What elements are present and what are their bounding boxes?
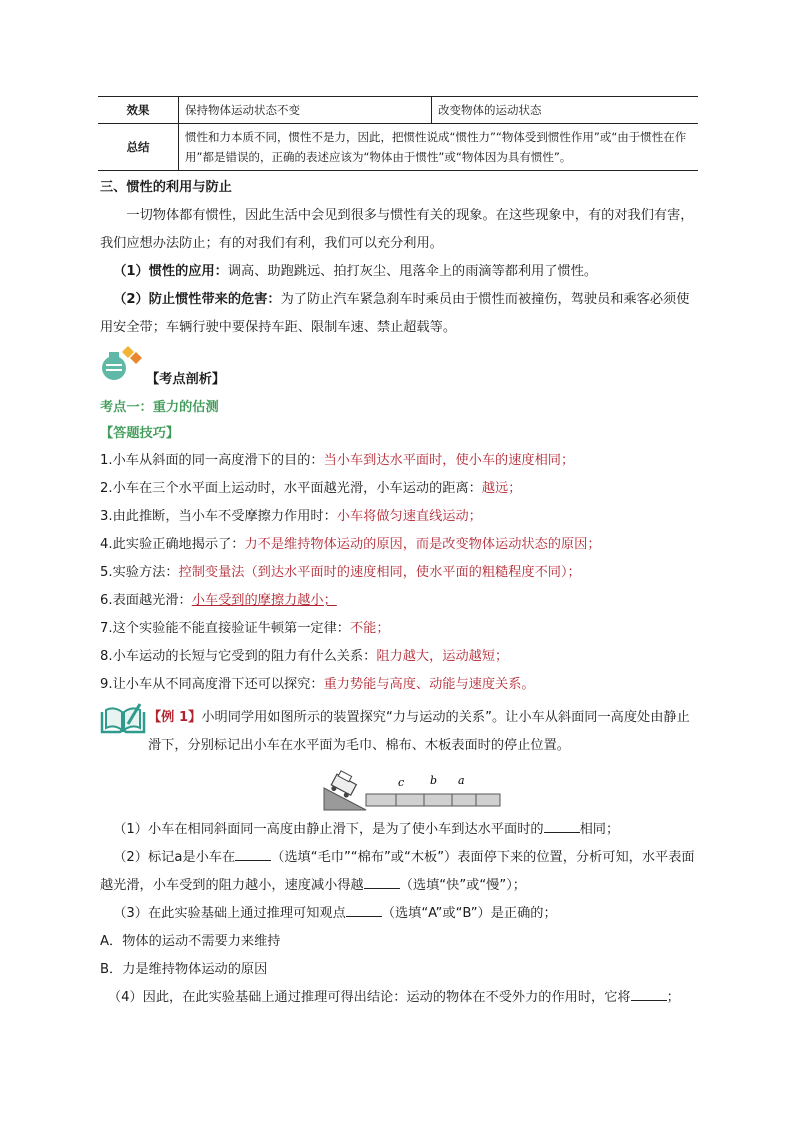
text-application: 调高、助跑跳远、拍打灰尘、甩落伞上的雨滴等都利用了惯性。 — [227, 264, 598, 279]
paragraph-prevention — [100, 286, 700, 342]
cell-force-effect: 改变物体的运动状态 — [432, 97, 699, 124]
tip-question: 6.表面越光滑： — [100, 593, 192, 608]
tip-question: 2.小车在三个水平面上运动时，水平面越光滑，小车运动的距离： — [100, 481, 482, 496]
tip-answer: 阻力越大，运动越短； — [376, 649, 509, 664]
question-2-text: （2）标记a是小车在 — [113, 850, 236, 865]
tip-answer: 小车将做匀速直线运动； — [336, 509, 482, 524]
list-item — [100, 447, 700, 475]
list-item — [100, 671, 700, 699]
question-4-tail: ； — [666, 990, 680, 1005]
tips-header: 【答题技巧】 — [100, 426, 180, 441]
tip-answer: 不能； — [349, 621, 390, 636]
tip-answer: 小车受到的摩擦力越小； — [191, 593, 337, 608]
question-1-text: （1）小车在相同斜面同一高度由静止滑下，是为了使小车到达水平面时的 — [113, 822, 544, 837]
tip-answer: 重力势能与高度、动能与速度关系。 — [323, 677, 535, 692]
label-application: （1）惯性的应用： — [113, 264, 228, 279]
label-prevention: （2）防止惯性带来的危害： — [113, 292, 281, 307]
question-2 — [100, 844, 700, 900]
tip-question: 7.这个实验能不能直接验证牛顿第一定律： — [100, 621, 350, 636]
question-1 — [100, 816, 700, 844]
question-2-mid: （选填“毛巾”“棉布”或“木板”）表面停下来的位置，分析可知，水平表面越光滑，小车受到的阻力越小，速度减小得越 — [100, 850, 695, 893]
comparison-table — [98, 96, 698, 171]
mark-b: b — [430, 774, 438, 787]
analysis-header: 【考点剖析】 — [146, 372, 226, 387]
question-4-text: （4）因此，在此实验基础上通过推理可得出结论：运动的物体在不受外力的作用时，它将 — [107, 990, 631, 1005]
tip-answer: 当小车到达水平面时，使小车的速度相同； — [323, 453, 575, 468]
section-title: 三、惯性的利用与防止 — [100, 180, 232, 195]
list-item — [100, 559, 700, 587]
row-header-summary: 总结 — [98, 124, 179, 171]
list-item — [100, 475, 700, 503]
list-item — [100, 503, 700, 531]
tip-question: 8.小车运动的长短与它受到的阻力有什么关系： — [100, 649, 377, 664]
example-tag: 【例 1】 — [148, 710, 202, 725]
mark-a: a — [458, 774, 465, 787]
list-item — [100, 531, 700, 559]
mark-c: c — [398, 776, 405, 789]
question-4 — [100, 984, 700, 1012]
answer-blank[interactable] — [631, 986, 667, 1001]
table-row — [98, 97, 698, 124]
cell-inertia-effect: 保持物体运动状态不变 — [179, 97, 432, 124]
list-item — [100, 615, 700, 643]
example-stem-line1 — [148, 704, 700, 760]
tip-question: 3.由此推断，当小车不受摩擦力作用时： — [100, 509, 337, 524]
row-header-effect: 效果 — [98, 97, 179, 124]
experiment-figure — [320, 770, 504, 816]
option-b: B．力是维持物体运动的原因 — [100, 962, 268, 977]
question-2-tail: （选填“快”或“慢”）； — [399, 878, 526, 893]
tip-question: 4.此实验正确地揭示了： — [100, 537, 245, 552]
cell-summary: 惯性和力本质不同，惯性不是力，因此，把惯性说成“惯性力”“物体受到惯性作用”或“由于惯性在作用”都是错误的，正确的表述应该为“物体由于惯性”或“物体因为具有惯性”。 — [179, 124, 699, 171]
knowledge-point-title: 考点一：重力的估测 — [100, 400, 219, 415]
tips-list — [100, 447, 700, 699]
option-a: A．物体的运动不需要力来维持 — [100, 934, 281, 949]
answer-blank[interactable] — [346, 902, 382, 917]
list-item — [100, 643, 700, 671]
example-stem: 小明同学用如图所示的装置探究“力与运动的关系”。让小车从斜面同一高度处由静止滑下，分别标记出小车在水平面为毛巾、棉布、木板表面时的停止位置。 — [148, 710, 690, 753]
tip-answer: 越远； — [481, 481, 522, 496]
book-pen-icon — [100, 702, 146, 734]
section-intro: 一切物体都有惯性，因此生活中会见到很多与惯性有关的现象。在这些现象中，有的对我们有害，我们应想办法防止；有的对我们有利，我们可以充分利用。 — [100, 208, 694, 251]
text-prevention: 为了防止汽车紧急刹车时乘员由于惯性而被撞伤，驾驶员和乘客必须使用安全带；车辆行驶中要保持车距、限制车速、禁止超载等。 — [100, 292, 690, 335]
tip-question: 9.让小车从不同高度滑下还可以探究： — [100, 677, 324, 692]
tip-answer: 控制变量法（到达水平面时的速度相同，使水平面的粗糙程度不同）； — [178, 565, 581, 580]
question-3 — [100, 900, 700, 928]
answer-blank[interactable] — [544, 818, 580, 833]
answer-blank[interactable] — [235, 846, 271, 861]
question-1-tail: 相同； — [579, 822, 620, 837]
answer-blank[interactable] — [364, 874, 400, 889]
paragraph-application — [100, 258, 700, 286]
table-row — [98, 124, 698, 171]
tip-question: 1.小车从斜面的同一高度滑下的目的： — [100, 453, 324, 468]
tip-answer: 力不是维持物体运动的原因，而是改变物体运动状态的原因； — [244, 537, 601, 552]
question-3-tail: （选填“A”或“B”）是正确的； — [381, 906, 557, 921]
list-item — [100, 587, 700, 615]
tip-question: 5.实验方法： — [100, 565, 179, 580]
question-3-text: （3）在此实验基础上通过推理可知观点 — [113, 906, 346, 921]
flask-icon — [100, 346, 142, 382]
